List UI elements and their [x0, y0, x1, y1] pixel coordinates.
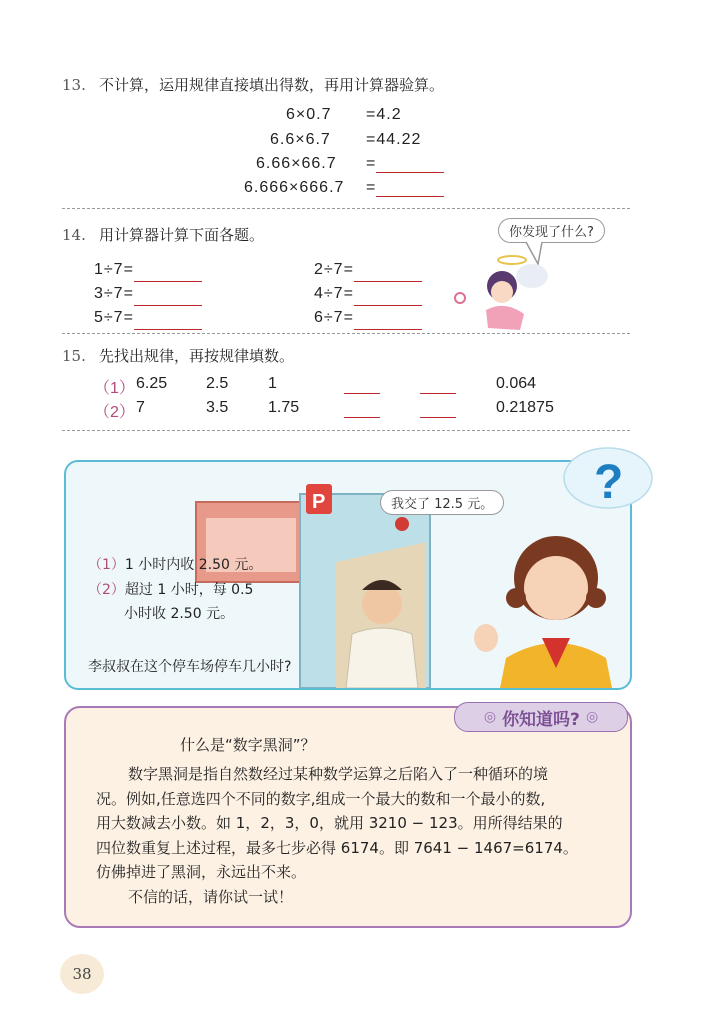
tag-text: 你知道吗?	[502, 709, 580, 730]
q13-result: =4.2	[366, 106, 402, 123]
q13-row-3-result	[366, 155, 444, 173]
divider	[62, 208, 630, 209]
q15-value: 6.25	[136, 375, 168, 392]
q14-item	[314, 306, 422, 330]
q14-item	[94, 282, 202, 306]
page-number-badge	[60, 954, 104, 994]
q13-expr: 6×0.7	[286, 106, 332, 123]
parking-question	[88, 656, 291, 676]
speech-text: 我交了 12.5 元。	[391, 497, 494, 512]
rule-label: （1）	[88, 557, 125, 573]
q13-result: =44.22	[366, 131, 422, 148]
divider	[62, 430, 630, 431]
q14-expr: 2÷7=	[314, 261, 354, 278]
divider	[62, 333, 630, 334]
body-text: 况。例如,任意选四个不同的数字,组成一个最大的数和一个最小的数,	[96, 789, 546, 808]
answer-blank[interactable]	[344, 377, 380, 394]
q13-row-4	[244, 179, 344, 197]
knowbox-title	[180, 734, 316, 755]
body-text: 四位数重复上述过程，最多七步必得 6174。即 7641 − 1467=6174。	[96, 838, 578, 857]
angel-girl-illustration	[450, 248, 560, 338]
question-text: 李叔叔在这个停车场停车几小时?	[88, 659, 292, 675]
answer-blank[interactable]	[354, 313, 422, 330]
question-mark: ?	[594, 456, 624, 509]
girl-illustration	[446, 518, 630, 688]
answer-blank[interactable]	[420, 377, 456, 394]
body-line	[96, 860, 608, 885]
body-text: 不信的话，请你试一试！	[128, 887, 294, 906]
body-line	[96, 762, 608, 787]
answer-blank[interactable]	[376, 180, 444, 197]
q15-text: 先找出规律，再按规律填数。	[98, 347, 294, 365]
rule-text: 1 小时内收 2.50 元。	[124, 557, 263, 573]
q15-value: 7	[136, 399, 145, 416]
parking-problem-box	[64, 460, 632, 690]
q13-number: 13.	[62, 76, 86, 94]
q14-number: 14.	[62, 226, 86, 244]
parking-rule-1	[88, 554, 262, 574]
q13-row-2-result	[366, 131, 421, 149]
rule-label: （2）	[88, 582, 125, 598]
q14-left-col	[94, 258, 202, 330]
rule-text: 超过 1 小时，每 0.5	[124, 582, 254, 598]
body-line	[96, 787, 608, 812]
rule-text: 小时收 2.50 元。	[124, 606, 235, 622]
q13-header	[62, 74, 444, 95]
body-line	[96, 885, 608, 910]
knowbox-body	[96, 762, 608, 909]
answer-blank[interactable]	[354, 265, 422, 282]
q14-expr: 1÷7=	[94, 261, 134, 278]
q14-item	[94, 306, 202, 330]
answer-blank[interactable]	[376, 156, 444, 173]
q15-label: （1）	[94, 380, 135, 397]
answer-blank[interactable]	[354, 289, 422, 306]
answer-blank[interactable]	[134, 289, 202, 306]
did-you-know-tag	[454, 702, 628, 732]
q14-item	[314, 282, 422, 306]
body-text: 用大数减去小数。如 1，2，3，0，就用 3210 − 123。用所得结果的	[96, 814, 563, 832]
answer-blank[interactable]	[134, 313, 202, 330]
speech-bubble-man	[380, 490, 504, 515]
question-cloud-icon	[558, 436, 658, 516]
q15-label: （2）	[94, 404, 135, 421]
q13-row-1	[286, 106, 331, 124]
answer-blank[interactable]	[344, 401, 380, 418]
body-line	[96, 836, 608, 861]
speech-bubble	[498, 218, 605, 243]
q15-value: 1	[268, 375, 277, 392]
q14-header	[62, 224, 264, 245]
answer-blank[interactable]	[420, 401, 456, 418]
q13-result: =	[366, 179, 377, 196]
bubble-text: 你发现了什么?	[509, 225, 594, 240]
q13-row-1-result	[366, 106, 402, 124]
page-number: 38	[72, 965, 92, 983]
q14-expr: 5÷7=	[94, 309, 134, 326]
q14-expr: 3÷7=	[94, 285, 134, 302]
title-text: 什么是“数字黑洞”？	[180, 736, 316, 754]
q13-expr: 6.666×666.7	[244, 179, 345, 196]
q14-text: 用计算器计算下面各题。	[98, 226, 264, 244]
q15-value: 1.75	[268, 399, 300, 416]
q13-text: 不计算，运用规律直接填出得数，再用计算器验算。	[98, 76, 444, 94]
q13-row-2	[270, 131, 331, 149]
q13-row-4-result	[366, 179, 444, 197]
q15-number: 15.	[62, 347, 86, 365]
q13-result: =	[366, 155, 377, 172]
q14-item	[314, 258, 422, 282]
body-line	[96, 811, 608, 836]
parking-rule-2-cont	[124, 603, 234, 623]
q13-expr: 6.66×66.7	[256, 155, 337, 172]
q15-value: 2.5	[206, 375, 229, 392]
q14-expr: 4÷7=	[314, 285, 354, 302]
q14-item	[94, 258, 202, 282]
parking-sign-letter: P	[312, 491, 326, 513]
q15-value: 0.064	[496, 375, 537, 392]
q13-expr: 6.6×6.7	[270, 131, 331, 148]
circle-icon: ◎	[585, 709, 599, 725]
q15-row-1	[94, 375, 614, 397]
circle-icon: ◎	[483, 709, 497, 725]
q15-value: 0.21875	[496, 399, 554, 416]
q14-right-col	[314, 258, 422, 330]
q15-row-2	[94, 399, 614, 421]
q14-expr: 6÷7=	[314, 309, 354, 326]
q15-value: 3.5	[206, 399, 229, 416]
parking-rule-2	[88, 579, 253, 599]
q15-header	[62, 345, 294, 366]
body-text: 仿佛掉进了黑洞，永远出不来。	[96, 863, 307, 881]
answer-blank[interactable]	[134, 265, 202, 282]
body-text: 数字黑洞是指自然数经过某种数学运算之后陷入了一种循环的境	[128, 765, 549, 783]
q13-row-3	[256, 155, 337, 173]
